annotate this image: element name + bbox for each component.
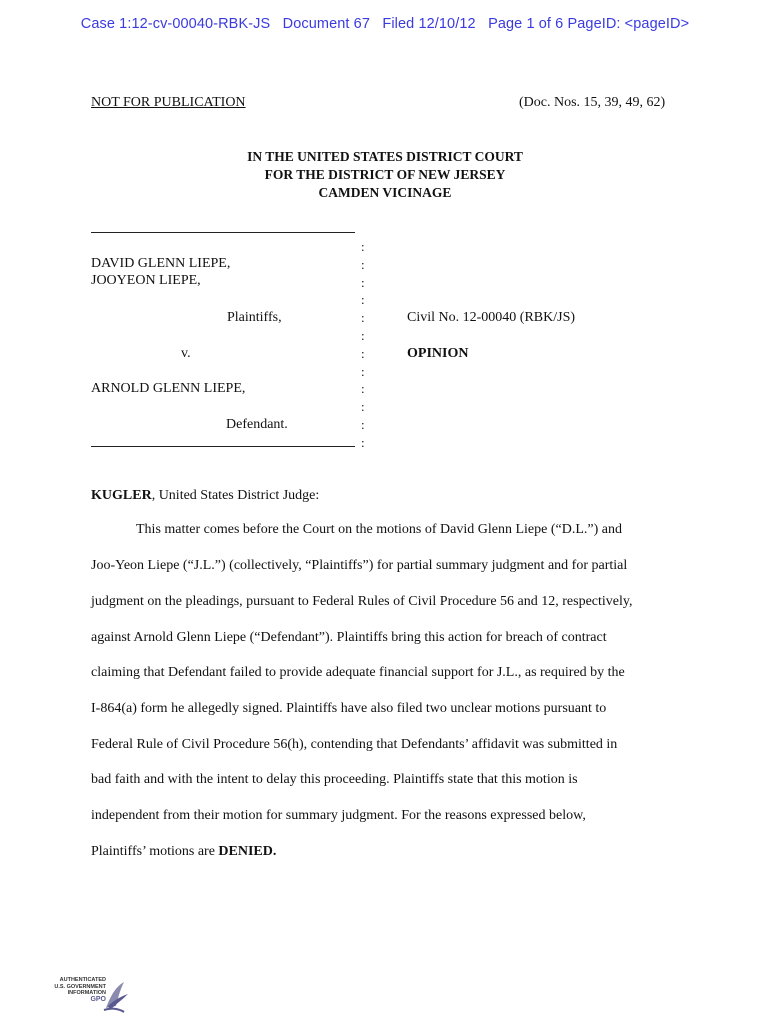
caption-colon: : bbox=[361, 292, 365, 308]
logo-line-2: U.S. GOVERNMENT bbox=[54, 983, 106, 990]
body-line: Joo-Yeon Liepe (“J.L.”) (collectively, “Plaintiffs”) for partial summary judgment and for partial bbox=[91, 558, 628, 573]
judge-line bbox=[91, 487, 319, 505]
court-title-line-2: FOR THE DISTRICT OF NEW JERSEY bbox=[264, 167, 506, 182]
body-line: claiming that Defendant failed to provide adequate financial support for J.L., as required by the bbox=[91, 665, 625, 680]
caption-colon: : bbox=[361, 399, 365, 415]
body-line: against Arnold Glenn Liepe (“Defendant”). Plaintiffs bring this action for breach of contract bbox=[91, 630, 607, 645]
gpo-authenticated-logo bbox=[44, 972, 134, 1018]
defendant-label: Defendant. bbox=[226, 417, 288, 432]
plaintiffs-label: Plaintiffs, bbox=[227, 310, 282, 325]
versus: v. bbox=[181, 346, 191, 361]
caption-colon: : bbox=[361, 381, 365, 397]
caption-colon: : bbox=[361, 256, 365, 272]
logo-line-4: GPO bbox=[90, 995, 106, 1003]
body-last-line bbox=[91, 844, 276, 860]
denied-text: DENIED. bbox=[218, 844, 277, 859]
caption-colon: : bbox=[361, 239, 365, 254]
caption-colon: : bbox=[361, 417, 365, 432]
civil-number: Civil No. 12-00040 (RBK/JS) bbox=[407, 310, 576, 325]
caption-colon: : bbox=[361, 274, 365, 290]
body-line: bad faith and with the intent to delay this proceeding. Plaintiffs state that this motion is bbox=[91, 772, 578, 787]
court-title-line-3: CAMDEN VICINAGE bbox=[318, 185, 452, 200]
caption-top-rule bbox=[91, 232, 355, 233]
judge-name: KUGLER bbox=[91, 488, 152, 503]
judge-title: , United States District Judge: bbox=[151, 488, 320, 503]
body-line: I-864(a) form he allegedly signed. Plaintiffs have also filed two unclear motions pursuant to bbox=[91, 701, 607, 716]
court-title-line-1: IN THE UNITED STATES DISTRICT COURT bbox=[247, 149, 523, 164]
not-for-publication: NOT FOR PUBLICATION bbox=[91, 95, 246, 110]
opinion-heading: OPINION bbox=[407, 346, 469, 361]
caption-colon: : bbox=[361, 310, 365, 326]
doc-numbers: (Doc. Nos. 15, 39, 49, 62) bbox=[519, 95, 666, 110]
caption-colon: : bbox=[361, 434, 365, 450]
body-line: judgment on the pleadings, pursuant to Federal Rules of Civil Procedure 56 and 12, respectively, bbox=[91, 594, 633, 609]
case-header-stamp: Case 1:12-cv-00040-RBK-JS Document 67 Filed 12/10/12 Page 1 of 6 PageID: <pageID> bbox=[80, 16, 690, 32]
logo-line-3: INFORMATION bbox=[67, 990, 106, 996]
plaintiff-name-2: JOOYEON LIEPE, bbox=[91, 273, 201, 288]
logo-line-1: AUTHENTICATED bbox=[59, 977, 106, 983]
body-line: independent from their motion for summary judgment. For the reasons expressed below, bbox=[91, 808, 586, 823]
plaintiff-name-1: DAVID GLENN LIEPE, bbox=[91, 256, 231, 271]
caption-colon: : bbox=[361, 363, 365, 379]
body-line: This matter comes before the Court on the motions of David Glenn Liepe (“D.L.”) and bbox=[136, 522, 622, 537]
body-line: Federal Rule of Civil Procedure 56(h), contending that Defendants’ affidavit was submitted in bbox=[91, 737, 618, 752]
caption-colon: : bbox=[361, 328, 365, 343]
caption-colon: : bbox=[361, 345, 365, 361]
body-last-prefix: Plaintiffs’ motions are bbox=[91, 844, 219, 859]
caption-bottom-rule bbox=[91, 446, 355, 447]
defendant-name: ARNOLD GLENN LIEPE, bbox=[91, 381, 246, 396]
